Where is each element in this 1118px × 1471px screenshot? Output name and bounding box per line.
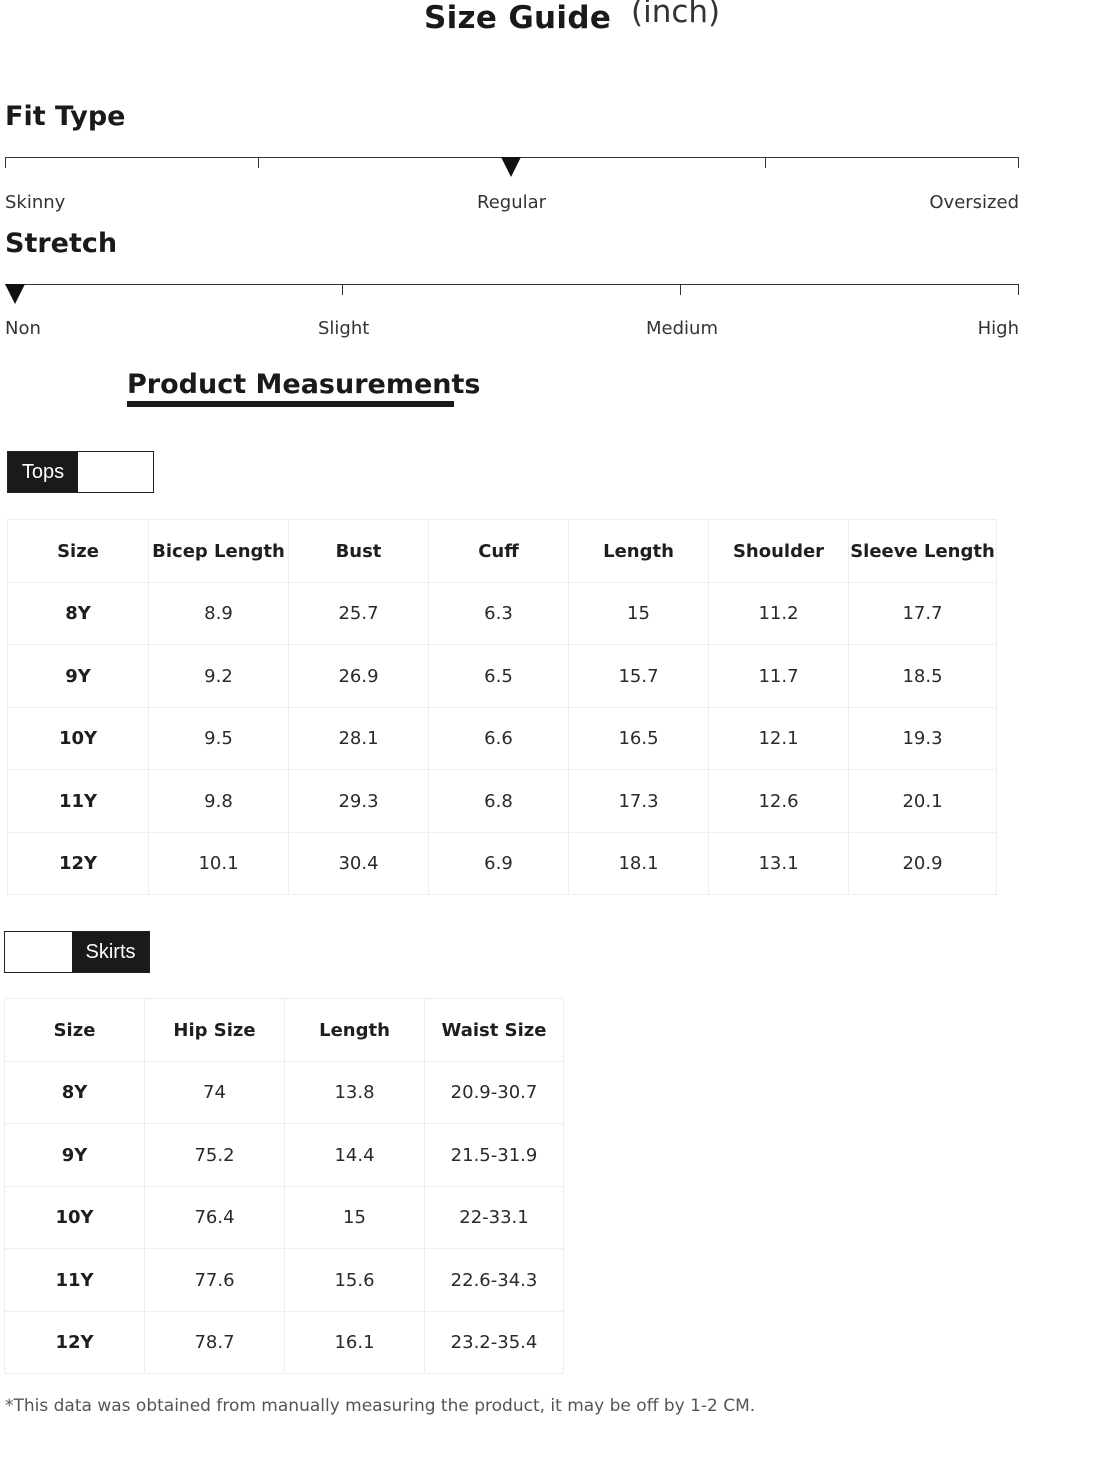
table-cell: 74 bbox=[145, 1062, 285, 1124]
fit-label-skinny: Skinny bbox=[5, 192, 66, 213]
column-header: Bust bbox=[289, 520, 429, 583]
size-cell: 11Y bbox=[8, 770, 149, 833]
tab-skirts[interactable]: Skirts bbox=[72, 932, 149, 972]
table-cell: 6.9 bbox=[429, 833, 569, 895]
size-cell: 10Y bbox=[5, 1187, 145, 1249]
table-cell: 13.1 bbox=[709, 833, 849, 895]
table-row bbox=[8, 833, 997, 895]
table-cell: 13.8 bbox=[285, 1062, 425, 1124]
size-cell: 8Y bbox=[8, 583, 149, 645]
fit-label-regular: Regular bbox=[477, 192, 547, 213]
table-cell: 8.9 bbox=[149, 583, 289, 645]
tops-table bbox=[7, 519, 997, 895]
product-measurements-title: Product Measurements bbox=[127, 369, 481, 400]
title-underline bbox=[127, 401, 454, 407]
column-header: Size bbox=[8, 520, 149, 583]
column-header: Bicep Length bbox=[149, 520, 289, 583]
scale-tick bbox=[342, 284, 343, 295]
column-header: Length bbox=[285, 999, 425, 1062]
stretch-label-slight: Slight bbox=[318, 318, 370, 339]
table-cell: 16.5 bbox=[569, 708, 709, 770]
table-cell: 6.8 bbox=[429, 770, 569, 833]
table-cell: 75.2 bbox=[145, 1124, 285, 1187]
table-cell: 19.3 bbox=[849, 708, 997, 770]
size-cell: 9Y bbox=[5, 1124, 145, 1187]
unit-label: (inch) bbox=[631, 0, 721, 30]
scale-tick bbox=[258, 157, 259, 168]
table-cell: 78.7 bbox=[145, 1312, 285, 1374]
table-cell: 15.7 bbox=[569, 645, 709, 708]
column-header: Waist Size bbox=[425, 999, 564, 1062]
table-row bbox=[5, 1187, 564, 1249]
skirts-table bbox=[4, 998, 564, 1374]
size-guide-header bbox=[0, 0, 1118, 40]
column-header: Sleeve Length bbox=[849, 520, 997, 583]
table-cell: 9.5 bbox=[149, 708, 289, 770]
table-header-row bbox=[8, 520, 997, 583]
column-header: Cuff bbox=[429, 520, 569, 583]
scale-tick bbox=[5, 157, 6, 168]
table-row bbox=[5, 1249, 564, 1312]
table-cell: 77.6 bbox=[145, 1249, 285, 1312]
measurement-disclaimer: *This data was obtained from manually measuring the product, it may be off by 1-2 CM. bbox=[5, 1396, 756, 1416]
fit-type-heading: Fit Type bbox=[5, 101, 126, 132]
table-cell: 17.7 bbox=[849, 583, 997, 645]
size-cell: 11Y bbox=[5, 1249, 145, 1312]
column-header: Length bbox=[569, 520, 709, 583]
fit-type-indicator-icon bbox=[501, 157, 521, 177]
stretch-scale-line bbox=[5, 284, 1019, 285]
fit-label-oversized: Oversized bbox=[929, 192, 1019, 213]
table-cell: 12.6 bbox=[709, 770, 849, 833]
size-cell: 8Y bbox=[5, 1062, 145, 1124]
table-cell: 10.1 bbox=[149, 833, 289, 895]
table-cell: 25.7 bbox=[289, 583, 429, 645]
table-cell: 6.3 bbox=[429, 583, 569, 645]
page-title: Size Guide bbox=[424, 0, 612, 36]
size-cell: 10Y bbox=[8, 708, 149, 770]
tab-placeholder[interactable] bbox=[5, 932, 72, 972]
table-cell: 11.2 bbox=[709, 583, 849, 645]
stretch-label-high: High bbox=[977, 318, 1019, 339]
table-row bbox=[5, 1312, 564, 1374]
table-row bbox=[8, 645, 997, 708]
scale-tick bbox=[680, 284, 681, 295]
table-cell: 6.6 bbox=[429, 708, 569, 770]
column-header: Shoulder bbox=[709, 520, 849, 583]
stretch-scale bbox=[5, 284, 1019, 304]
stretch-label-medium: Medium bbox=[646, 318, 718, 339]
table-cell: 18.1 bbox=[569, 833, 709, 895]
table-cell: 14.4 bbox=[285, 1124, 425, 1187]
scale-tick bbox=[765, 157, 766, 168]
scale-tick bbox=[1018, 284, 1019, 295]
table-cell: 9.8 bbox=[149, 770, 289, 833]
table-cell: 17.3 bbox=[569, 770, 709, 833]
table-cell: 30.4 bbox=[289, 833, 429, 895]
table-cell: 12.1 bbox=[709, 708, 849, 770]
tab-placeholder[interactable] bbox=[78, 452, 153, 492]
table-cell: 20.1 bbox=[849, 770, 997, 833]
table-cell: 28.1 bbox=[289, 708, 429, 770]
table-cell: 20.9 bbox=[849, 833, 997, 895]
table-row bbox=[8, 708, 997, 770]
table-cell: 21.5-31.9 bbox=[425, 1124, 564, 1187]
table-row bbox=[5, 1124, 564, 1187]
table-cell: 22-33.1 bbox=[425, 1187, 564, 1249]
stretch-heading: Stretch bbox=[5, 228, 118, 259]
size-cell: 9Y bbox=[8, 645, 149, 708]
skirts-tab-group bbox=[4, 931, 150, 973]
size-cell: 12Y bbox=[8, 833, 149, 895]
table-cell: 15 bbox=[569, 583, 709, 645]
table-cell: 20.9-30.7 bbox=[425, 1062, 564, 1124]
table-cell: 6.5 bbox=[429, 645, 569, 708]
stretch-label-non: Non bbox=[5, 318, 41, 339]
table-row bbox=[8, 770, 997, 833]
fit-type-scale bbox=[5, 157, 1019, 177]
table-row bbox=[8, 583, 997, 645]
table-cell: 11.7 bbox=[709, 645, 849, 708]
table-cell: 76.4 bbox=[145, 1187, 285, 1249]
table-header-row bbox=[5, 999, 564, 1062]
table-cell: 22.6-34.3 bbox=[425, 1249, 564, 1312]
table-row bbox=[5, 1062, 564, 1124]
size-cell: 12Y bbox=[5, 1312, 145, 1374]
table-cell: 26.9 bbox=[289, 645, 429, 708]
table-cell: 23.2-35.4 bbox=[425, 1312, 564, 1374]
table-cell: 9.2 bbox=[149, 645, 289, 708]
stretch-indicator-icon bbox=[5, 284, 25, 304]
scale-tick bbox=[1018, 157, 1019, 168]
table-cell: 15.6 bbox=[285, 1249, 425, 1312]
table-cell: 16.1 bbox=[285, 1312, 425, 1374]
column-header: Size bbox=[5, 999, 145, 1062]
tab-tops[interactable]: Tops bbox=[8, 452, 78, 492]
table-cell: 15 bbox=[285, 1187, 425, 1249]
table-cell: 29.3 bbox=[289, 770, 429, 833]
column-header: Hip Size bbox=[145, 999, 285, 1062]
tops-tab-group bbox=[7, 451, 154, 493]
table-cell: 18.5 bbox=[849, 645, 997, 708]
